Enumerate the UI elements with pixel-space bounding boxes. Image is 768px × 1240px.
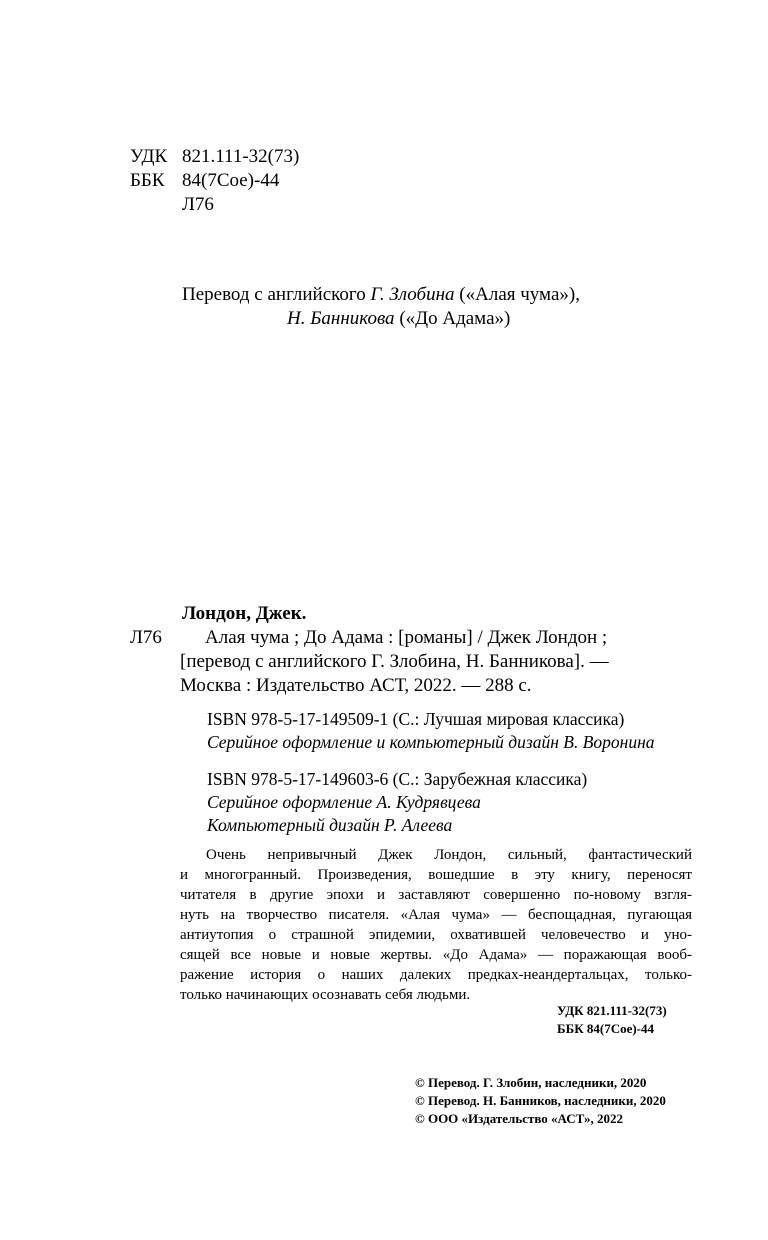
- translator-2: Н. Банникова: [287, 308, 395, 329]
- annotation-line: сящей все новые и новые жертвы. «До Адама» — поражающая вооб-: [180, 947, 692, 963]
- bbk-value: 84(7Сое)-44: [182, 170, 280, 191]
- bbk-label: ББК: [130, 170, 165, 191]
- annotation-line: и многогранный. Произведения, вошедшие в эту книгу, переносят: [180, 867, 692, 883]
- translation-suffix-2: («До Адама»): [394, 308, 511, 329]
- annotation-line: ражение история о наших далеких предках-неандертальцах, только-: [180, 967, 692, 983]
- design-credit-1: Серийное оформление и компьютерный дизайн В. Воронина: [207, 732, 655, 752]
- translator-1: Г. Злобина: [370, 284, 455, 305]
- design-credit-2: Серийное оформление А. Кудрявцева: [207, 792, 481, 812]
- translation-suffix-1: («Алая чума»),: [454, 284, 580, 305]
- design-credit-3: Компьютерный дизайн Р. Алеева: [207, 815, 453, 835]
- annotation-line: читателя в другие эпохи и заставляют совершенно по-новому взгля-: [180, 887, 692, 903]
- udk-line: [130, 145, 299, 169]
- bbk-line: [130, 169, 279, 193]
- udk-value: 821.111-32(73): [182, 146, 300, 167]
- author-heading: Лондон, Джек.: [182, 603, 307, 624]
- catalog-line-1: Алая чума ; До Адама : [романы] / Джек Лондон ;: [205, 627, 608, 648]
- isbn-2: ISBN 978-5-17-149603-6 (С.: Зарубежная классика): [207, 769, 588, 789]
- isbn-1: ISBN 978-5-17-149509-1 (С.: Лучшая мировая классика): [207, 709, 625, 729]
- udk-label: УДК: [130, 146, 168, 167]
- copyright-line: © Перевод. Н. Банников, наследники, 2020: [415, 1093, 666, 1108]
- catalog-line-3: Москва : Издательство АСТ, 2022. — 288 с.: [180, 675, 532, 696]
- copyright-line: © Перевод. Г. Злобин, наследники, 2020: [415, 1075, 647, 1090]
- footer-udk: УДК 821.111-32(73): [557, 1003, 667, 1018]
- translation-prefix: Перевод с английского: [182, 284, 371, 305]
- annotation-line: Очень непривычный Джек Лондон, сильный, фантастический: [206, 847, 692, 863]
- annotation-line: только начинающих осознавать себя людьми.: [180, 987, 471, 1003]
- annotation-line: антиутопия о страшной эпидемии, охватившей человечество и уно-: [180, 927, 692, 943]
- catalog-mark: Л76: [130, 627, 162, 648]
- catalog-line-2: [перевод с английского Г. Злобина, Н. Банникова]. —: [180, 651, 609, 672]
- author-mark: Л76: [182, 194, 214, 215]
- footer-bbk: ББК 84(7Сое)-44: [557, 1021, 655, 1036]
- annotation-line: нуть на творчество писателя. «Алая чума» — беспощадная, пугающая: [180, 907, 692, 923]
- annotation: [180, 845, 692, 1005]
- translation-line-2: [287, 307, 510, 331]
- translation-line-1: [182, 283, 580, 307]
- copyright-line: © ООО «Издательство «АСТ», 2022: [415, 1111, 624, 1126]
